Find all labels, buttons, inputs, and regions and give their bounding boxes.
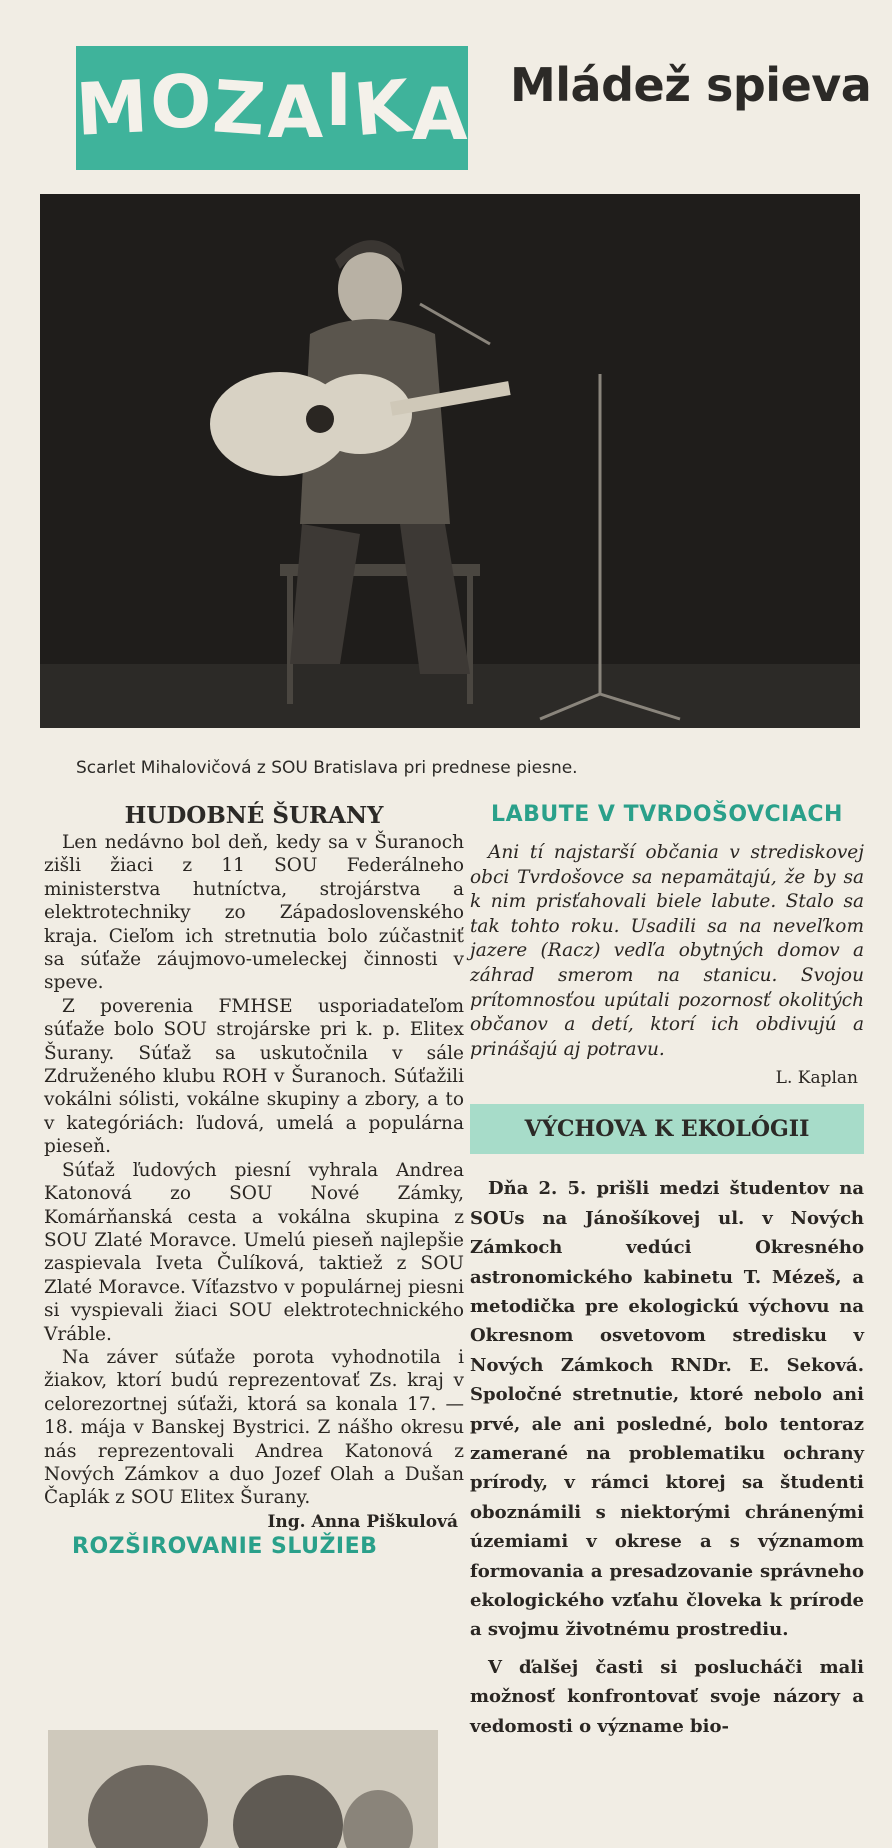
masthead-letter: M: [74, 64, 151, 152]
singer-illustration: [40, 194, 860, 728]
article-title-labute: LABUTE V TVRDOŠOVCIACH: [491, 802, 843, 827]
masthead-letter: K: [350, 63, 414, 153]
article-signature: L. Kaplan: [775, 1068, 858, 1089]
left-column: [44, 800, 464, 1561]
article-paragraph: Na záver súťaže porota vyhodnotila i žiakov, ktorí budú reprezentovať Zs. kraj v celorezortnej súťaži, ktorá sa konala 17. — 18. mája v Banskej Bystrici. Z nášho okresu nás reprezentovali Andrea Katonová z Nových Zámkov a duo Jozef Olah a Dušan Čaplák z SOU Elitex Šurany.: [44, 1346, 464, 1509]
masthead-letter: A: [411, 72, 468, 156]
article-paragraph: Dňa 2. 5. prišli medzi študentov na SOUs na Jánošíkovej ul. v Nových Zámkoch vedúci Okresného astronomického kabinetu T. Mézeš, a metodička pre ekologickú výchovu na Okresnom osvetovom stredisku v Nových Zámkoch RNDr. E. Seková. Spoločné stretnutie, ktoré nebolo ani prvé, ale ani posledné, bolo tentoraz zamerané na problematiku ochrany prírody, v rámci ktorej sa študenti oboznámili s niektorými chránenými územiami v okrese a s významom formovania a presadzovanie správneho ekologického vzťahu človeka k prírode a svojmu životnému prostrediu.: [470, 1178, 864, 1641]
article-paragraph: V ďalšej časti si poslucháči mali možnosť konfrontovať svoje názory a vedomosti o význame bio-: [470, 1656, 864, 1737]
stage-photo: [40, 194, 860, 728]
masthead-letter: O: [150, 60, 212, 144]
article-paragraph: Súťaž ľudových piesní vyhrala Andrea Katonová zo SOU Nové Zámky, Komárňanská cesta a vokálna skupina z SOU Zlaté Moravce. Umelú pieseň najlepšie zaspievala Iveta Čulíková, taktiež z SOU Zlaté Moravce. Víťazstvo v populárnej piesni si vyspievali žiaci SOU elektrotechnického Vráble.: [44, 1159, 464, 1345]
masthead-letter: A: [267, 70, 324, 154]
article-paragraph: Z poverenia FMHSE usporiadateľom súťaže bolo SOU strojárske pri k. p. Elitex Šurany. Súťaž sa uskutočnila v sále Združeného klubu ROH v Šuranoch. Súťažili vokálni sólisti, vokálne skupiny a zbory, a to v kategóriách: ľudová, umelá a populárna pieseň.: [44, 995, 464, 1158]
masthead-letter: I: [325, 58, 353, 142]
masthead-logo: [76, 46, 468, 170]
article-paragraph: Ani tí najstarší občania v strediskovej obci Tvrdošovce sa nepamätajú, že by sa k nim prisťahovali biele labute. Stalo sa tak tohto roku. Usadili sa na neveľkom jazere (Racz) vedľa obytných domov a záhrad smerom na stanicu. Svojou prítomnosťou upútali pozornosť okolitých občanov a detí, ktorí ich obdivujú a prinášajú aj potravu.: [470, 842, 864, 1060]
article-title-hudobne: HUDOBNÉ ŠURANY: [124, 802, 384, 829]
masthead-letter: Z: [210, 64, 269, 152]
article-paragraph: Len nedávno bol deň, kedy sa v Šuranoch zišli žiaci z 11 SOU Federálneho ministerstva hutníctva, strojárstva a elektrotechniky zo Západoslovenského kraja. Cieľom ich stretnutia bolo zúčastniť sa súťaže záujmovo-umeleckej činnosti v speve.: [44, 832, 464, 994]
right-column: [470, 800, 864, 1741]
second-photo: [48, 1730, 438, 1848]
article-signature: Ing. Anna Piškulová: [267, 1511, 458, 1532]
eco-title-box: [470, 1104, 864, 1154]
page-headline: Mládež spieva: [510, 58, 872, 112]
article-title-vychova: VÝCHOVA K EKOLÓGII: [524, 1116, 810, 1143]
photo-caption: Scarlet Mihalovičová z SOU Bratislava pri prednese piesne.: [76, 758, 578, 778]
article-title-rozsirovanie: ROZŠIROVANIE SLUŽIEB: [72, 1533, 378, 1559]
group-photo-illustration: [48, 1730, 438, 1848]
